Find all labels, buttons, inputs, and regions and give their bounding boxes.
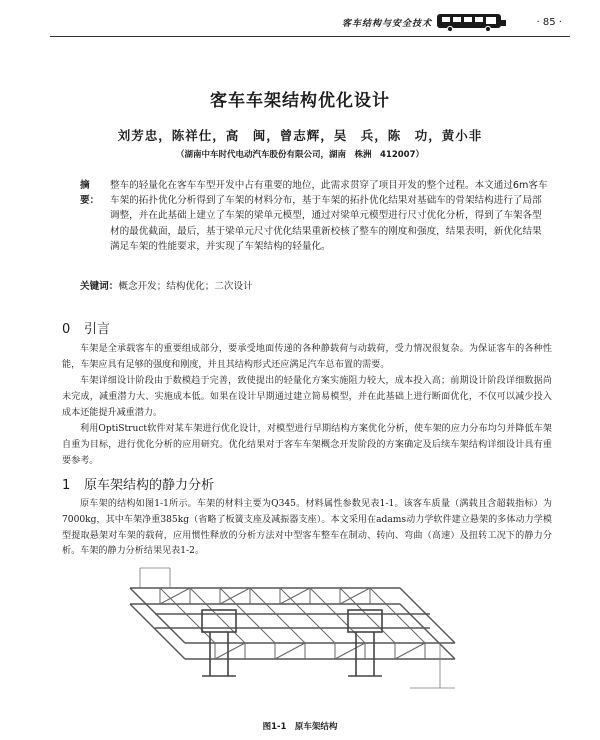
page-number: · 85 ·	[536, 17, 562, 28]
section-title: 引言	[84, 322, 111, 337]
intro-paragraph-3: 利用OptiStruct软件对某车架进行优化设计，对模型进行早期结构方案优化分析，使车架的应力分布均匀并降低车架自重为目标，进行优化分析的应用研究。优化结果对于客车车架概念开发阶段的方案确定及后续车架结构详细设计具有重要参考。	[62, 424, 552, 466]
intro-paragraph-2: 车架详细设计阶段由于数模趋于完善，致使提出的轻量化方案实施阻力较大，成本投入高；前期设计阶段详细数据尚未完成，减重潜力大、实施成本低。如果在设计早期通过建立简易模型，并在此基础上进行断面优化，不仅可以减少投入成本还能提升减重潜力。	[62, 376, 552, 418]
keywords-text: 概念开发；结构优化；二次设计	[118, 281, 253, 292]
paper-affiliation: （湖南中车时代电动汽车股份有限公司，湖南 株洲 412007）	[176, 150, 424, 160]
section-number: 0	[62, 322, 71, 337]
section-heading-static-analysis	[62, 474, 214, 493]
journal-name: 客车结构与安全技术	[341, 19, 432, 29]
intro-paragraph-1: 车架是全承载客车的重要组成部分，要承受地面传递的各种静载荷与动载荷，受力情况很复杂。为保证客车的各种性能，车架应具有足够的强度和刚度，并且其结构形式还应满足汽车总布置的需要。	[62, 344, 552, 370]
header-divider	[50, 36, 570, 37]
static-analysis-paragraph: 原车架的结构如图1-1所示。车架的材料主要为Q345。材料属性参数见表1-1。该客车质量（满载且含超载指标）为7000kg，其中车架净重385kg（省略了板簧支座及减振器支座）。本文采用在adams动力学软件建立悬架的多体动力学模型提取悬架对车架的载荷，应用惯性释放的分析方法对中型客车整车在制动、转向、弯曲（高速）及扭转工况下的静力分析。车架的静力分析结果见表1-2。	[62, 499, 552, 557]
abstract-text: 整车的轻量化在客车车型开发中占有重要的地位，此需求贯穿了项目开发的整个过程。本文通过6m客车车架的拓扑优化分析得到了车架的材料分布，基于车架的拓扑优化结果对基础车的骨架结构进行了局部调整，并在此基础上建立了车架的梁单元模型，通过对梁单元模型进行尺寸优化分析，得到了车架各型材的最优截面，最后，基于梁单元尺寸优化结果重新校核了整车的刚度和强度，结果表明，新优化结果满足车架的性能要求，并实现了车架结构的轻量化。	[110, 180, 548, 252]
paper-authors: 刘芳忠，陈祥仕，高 闽，曾志辉，吴 兵，陈 功，黄小非	[117, 128, 483, 143]
figure-caption: 图1-1 原车架结构	[262, 722, 338, 732]
keywords-label: 关键词：	[80, 281, 119, 292]
section-title: 原车架结构的静力分析	[84, 478, 215, 493]
abstract-block	[80, 178, 550, 254]
abstract-label: 摘 要：	[80, 180, 100, 207]
frame-structure-figure	[110, 548, 490, 713]
paper-title: 客车车架结构优化设计	[210, 91, 390, 111]
section-heading-intro	[62, 318, 110, 337]
section-number: 1	[62, 478, 71, 493]
keywords-block	[80, 278, 550, 292]
running-header	[0, 12, 600, 34]
bus-logo-icon	[436, 12, 508, 32]
